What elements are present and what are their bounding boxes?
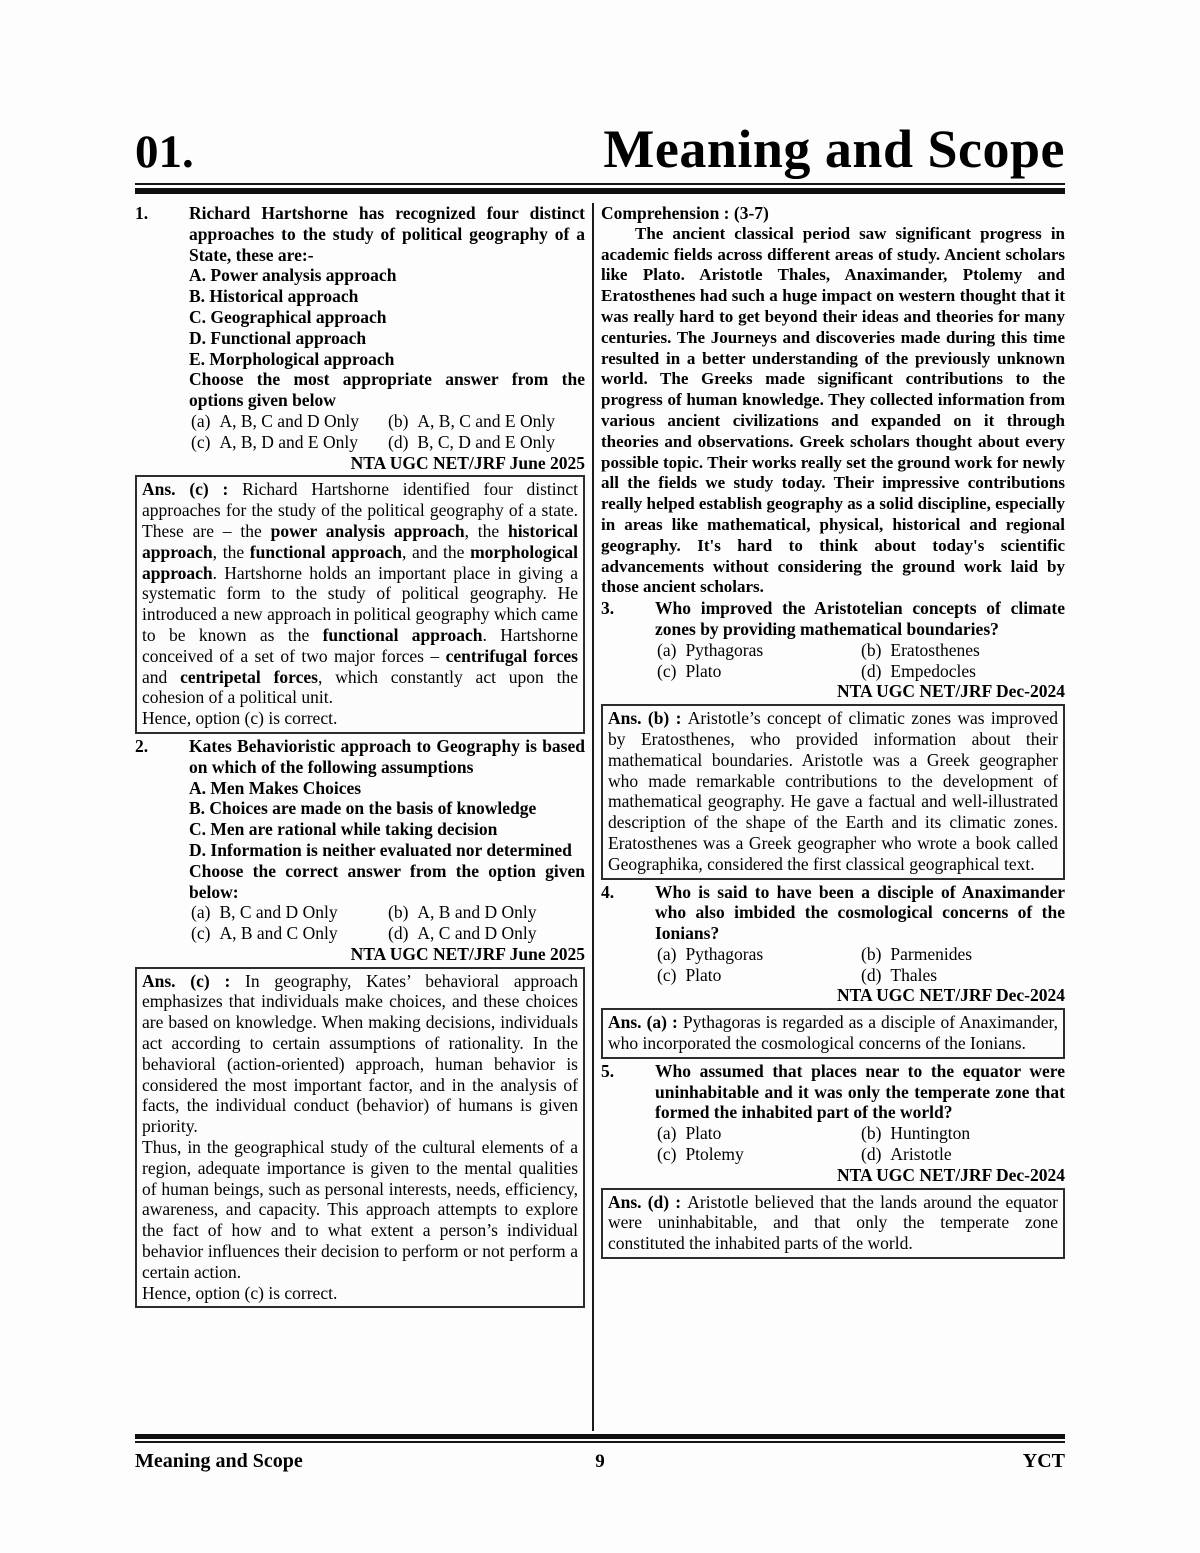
question-1-instruction: Choose the most appropriate answer from the options given below (189, 369, 585, 411)
question-1-source: NTA UGC NET/JRF June 2025 (350, 452, 585, 473)
question-1-options-row-1 (189, 411, 585, 432)
option-a-label: (a) (657, 943, 677, 964)
option-b-text: Huntington (890, 1123, 971, 1144)
option-a-label: (a) (191, 902, 211, 923)
option-c-label: (c) (657, 964, 677, 985)
question-2-number: 2. (135, 735, 149, 756)
question-1-options-row-2 (189, 432, 585, 453)
footer-publisher: YCT (1022, 1450, 1065, 1472)
option-a (657, 640, 861, 661)
question-1-item-b: B. Historical approach (189, 286, 359, 307)
option-d-label: (d) (861, 1144, 882, 1165)
question-1-body (189, 203, 585, 473)
question-2-options-row-2 (189, 923, 585, 944)
question-4-number: 4. (601, 881, 615, 902)
question-2-item-d: D. Information is neither evaluated nor determined (189, 839, 572, 860)
question-3-number: 3. (601, 598, 615, 619)
option-c-text: Ptolemy (685, 1144, 744, 1165)
question-3-source: NTA UGC NET/JRF Dec-2024 (837, 681, 1065, 702)
question-2 (135, 736, 585, 965)
option-c-label: (c) (191, 431, 211, 452)
answer-paragraph: Hence, option (c) is correct. (142, 1282, 338, 1303)
question-4-source: NTA UGC NET/JRF Dec-2024 (837, 985, 1065, 1006)
question-5-stem: Who assumed that places near to the equator were uninhabitable and it was only the temperate zone that formed the inhabited part of the world? (655, 1060, 1065, 1123)
question-4 (601, 882, 1065, 1007)
question-1-number: 1. (135, 203, 149, 223)
option-a-label: (a) (657, 639, 677, 660)
option-d (861, 661, 1065, 682)
answer-paragraph: Hence, option (c) is correct. (142, 708, 338, 729)
question-3-stem: Who improved the Aristotelian concepts of climate zones by providing mathematical boundaries? (655, 598, 1065, 639)
option-c (657, 661, 861, 682)
answer-box-4 (601, 1008, 1065, 1059)
question-3-options-row-1 (655, 640, 1065, 661)
option-a-text: Pythagoras (685, 639, 764, 660)
option-b (388, 411, 585, 432)
option-c (657, 965, 861, 986)
question-5-number: 5. (601, 1060, 615, 1081)
page-title: Meaning and Scope (603, 119, 1065, 179)
option-c (657, 1144, 861, 1165)
question-1-item-a: A. Power analysis approach (189, 265, 397, 286)
left-column (135, 203, 592, 1431)
chapter-header (135, 0, 1065, 179)
option-c-text: Plato (685, 660, 722, 681)
page-footer (135, 1434, 1065, 1473)
option-b (388, 902, 585, 923)
option-b-text: Parmenides (890, 943, 973, 964)
question-4-options-row-1 (655, 944, 1065, 965)
comprehension-paragraph: The ancient classical period saw significant progress in academic fields across different areas of study. Ancient scholars like Plato. Aristotle Thales, Anaximander, Ptolemy and Eratosthenes had such a huge impact on western thought that it was really hard to get beyond their ideas and theories for many centuries. The Journeys and discoveries made during this time resulted in a better understanding of the previously unknown world. The Greeks made significant contributions to the progress of human knowledge. They collected information from various ancient civilizations and expanded on it through theories and observations. Greek scholars thought about every possible topic. Their works really set the ground work for newly all the fields we study today. Their impressive contributions really helped establish geography as a solid discipline, especially in areas like mathematical, physical, historical and regional geography. It's hard to think about today's scientific advancements without considering the ground work laid by those ancient scholars. (601, 223, 1065, 597)
question-5-options-row-2 (655, 1144, 1065, 1165)
option-c-text: A, B, D and E Only (219, 431, 358, 452)
comprehension-heading: Comprehension : (3-7) (601, 203, 769, 223)
option-a-label: (a) (191, 410, 211, 431)
question-3 (601, 598, 1065, 702)
option-b-text: A, B, C and E Only (417, 410, 555, 431)
option-d-text: A, C and D Only (417, 923, 537, 944)
question-1-item-d: D. Functional approach (189, 327, 367, 348)
answer-paragraph: Ans. (a) : Pythagoras is regarded as a disciple of Anaximander, who incorporated the cosmological concerns of the Ionians. (608, 1012, 1059, 1054)
question-1-stem: Richard Hartshorne has recognized four distinct approaches to the study of political geography of a State, these are:- (189, 203, 585, 265)
option-b-text: Eratosthenes (890, 639, 980, 660)
option-d (388, 432, 585, 453)
option-a (657, 944, 861, 965)
option-d (861, 965, 1065, 986)
option-a-label: (a) (657, 1123, 677, 1144)
option-a-text: B, C and D Only (219, 902, 338, 923)
question-1-item-c: C. Geographical approach (189, 306, 387, 327)
content-columns (135, 203, 1065, 1431)
option-a (191, 902, 388, 923)
option-b-label: (b) (861, 943, 882, 964)
option-d-text: Thales (890, 964, 938, 985)
answer-paragraph: Ans. (c) : In geography, Kates’ behavioral approach emphasizes that individuals make choices, and these choices are based on knowledge. When making decisions, individuals act according to certain assumptions of rationality. In the behavioral (action-oriented) approach, human behavior is considered the most important factor, and in the analysis of facts, the individual conduct (behavior) of humans is given priority. (142, 970, 578, 1137)
question-5-source: NTA UGC NET/JRF Dec-2024 (837, 1164, 1065, 1185)
option-d-text: Aristotle (890, 1144, 952, 1165)
footer-row (135, 1443, 1065, 1473)
option-d (388, 923, 585, 944)
option-a-text: Pythagoras (685, 943, 764, 964)
question-5 (601, 1061, 1065, 1186)
option-c-label: (c) (191, 923, 211, 944)
chapter-number: 01. (135, 126, 194, 178)
header-rule-thin (135, 183, 1065, 185)
header-rule-thick (135, 188, 1065, 194)
option-c (191, 432, 388, 453)
question-3-body (655, 598, 1065, 702)
answer-box-2 (135, 967, 585, 1309)
option-a (657, 1123, 861, 1144)
question-4-body (655, 882, 1065, 1007)
option-c (191, 923, 388, 944)
question-4-options-row-2 (655, 965, 1065, 986)
answer-paragraph: Ans. (d) : Aristotle believed that the lands around the equator were uninhabitable, and that only the temperate zone constituted the inhabited parts of the world. (608, 1191, 1058, 1254)
option-d-label: (d) (388, 431, 409, 452)
answer-paragraph: Ans. (b) : Aristotle’s concept of climatic zones was improved by Eratosthenes, who provided information about their mathematical boundaries. Aristotle was a Greek geographer who made remarkable contributions to the development of mathematical geography. He gave a factual and well-illustrated description of the shape of the Earth and its climatic zones. Eratosthenes was a Greek geographer who wrote a book called Geographika, considered the first classical geographical text. (608, 708, 1058, 874)
option-d-label: (d) (861, 660, 882, 681)
option-b (861, 1123, 1065, 1144)
option-b-label: (b) (388, 902, 409, 923)
question-2-stem: Kates Behavioristic approach to Geography is based on which of the following assumptions (189, 735, 585, 777)
question-2-instruction: Choose the correct answer from the option given below: (189, 860, 585, 902)
answer-box-1 (135, 475, 585, 734)
answer-paragraph: Thus, in the geographical study of the cultural elements of a region, adequate importance is given to the mental qualities of human beings, such as personal interests, needs, efficiency, awareness, and capacity. This approach attempts to explore the fact of how and to what extent a person’s individual behavior influences their decision to perform or not perform a certain action. (142, 1137, 578, 1282)
option-c-text: A, B and C Only (219, 923, 338, 944)
option-a (191, 411, 388, 432)
question-1 (135, 203, 585, 473)
option-d-text: B, C, D and E Only (417, 431, 555, 452)
option-c-label: (c) (657, 660, 677, 681)
option-b (861, 640, 1065, 661)
option-b-text: A, B and D Only (417, 902, 537, 923)
option-c-label: (c) (657, 1144, 677, 1165)
question-2-source: NTA UGC NET/JRF June 2025 (350, 943, 585, 964)
option-b-label: (b) (861, 1123, 882, 1144)
question-2-item-b: B. Choices are made on the basis of knowledge (189, 798, 537, 819)
question-5-options-row-1 (655, 1123, 1065, 1144)
question-4-stem: Who is said to have been a disciple of Anaximander who also imbided the cosmological concerns of the Ionians? (655, 881, 1065, 944)
option-c-text: Plato (685, 964, 722, 985)
answer-box-5 (601, 1188, 1065, 1259)
option-b-label: (b) (861, 639, 882, 660)
option-d-text: Empedocles (890, 660, 976, 681)
option-d-label: (d) (861, 964, 882, 985)
option-a-text: A, B, C and D Only (219, 410, 359, 431)
footer-rule-thick (135, 1434, 1065, 1439)
footer-chapter-title: Meaning and Scope (135, 1450, 303, 1472)
question-3-options-row-2 (655, 661, 1065, 682)
question-2-item-c: C. Men are rational while taking decision (189, 819, 498, 840)
option-b-label: (b) (388, 410, 409, 431)
question-2-item-a: A. Men Makes Choices (189, 777, 362, 798)
answer-box-3 (601, 704, 1065, 879)
question-5-body (655, 1061, 1065, 1186)
option-d (861, 1144, 1065, 1165)
right-column (594, 203, 1065, 1431)
question-2-options-row-1 (189, 902, 585, 923)
option-d-label: (d) (388, 923, 409, 944)
answer-paragraph: Ans. (c) : Richard Hartshorne identified four distinct approaches for the study of the political geography of a state. These are – the power analysis approach, the historical approach, the functional approach, and the morphological approach. Hartshorne holds an important place in giving a systematic form to the study of political geography. He introduced a new approach in political geography which came to be known as the functional approach. Hartshorne conceived of a set of two major forces – centrifugal forces and centripetal forces, which constantly act upon the cohesion of a political unit. (142, 479, 579, 708)
question-1-item-e: E. Morphological approach (189, 348, 395, 369)
option-b (861, 944, 1065, 965)
question-2-body (189, 736, 585, 965)
option-a-text: Plato (685, 1123, 722, 1144)
footer-page-number: 9 (595, 1451, 605, 1472)
